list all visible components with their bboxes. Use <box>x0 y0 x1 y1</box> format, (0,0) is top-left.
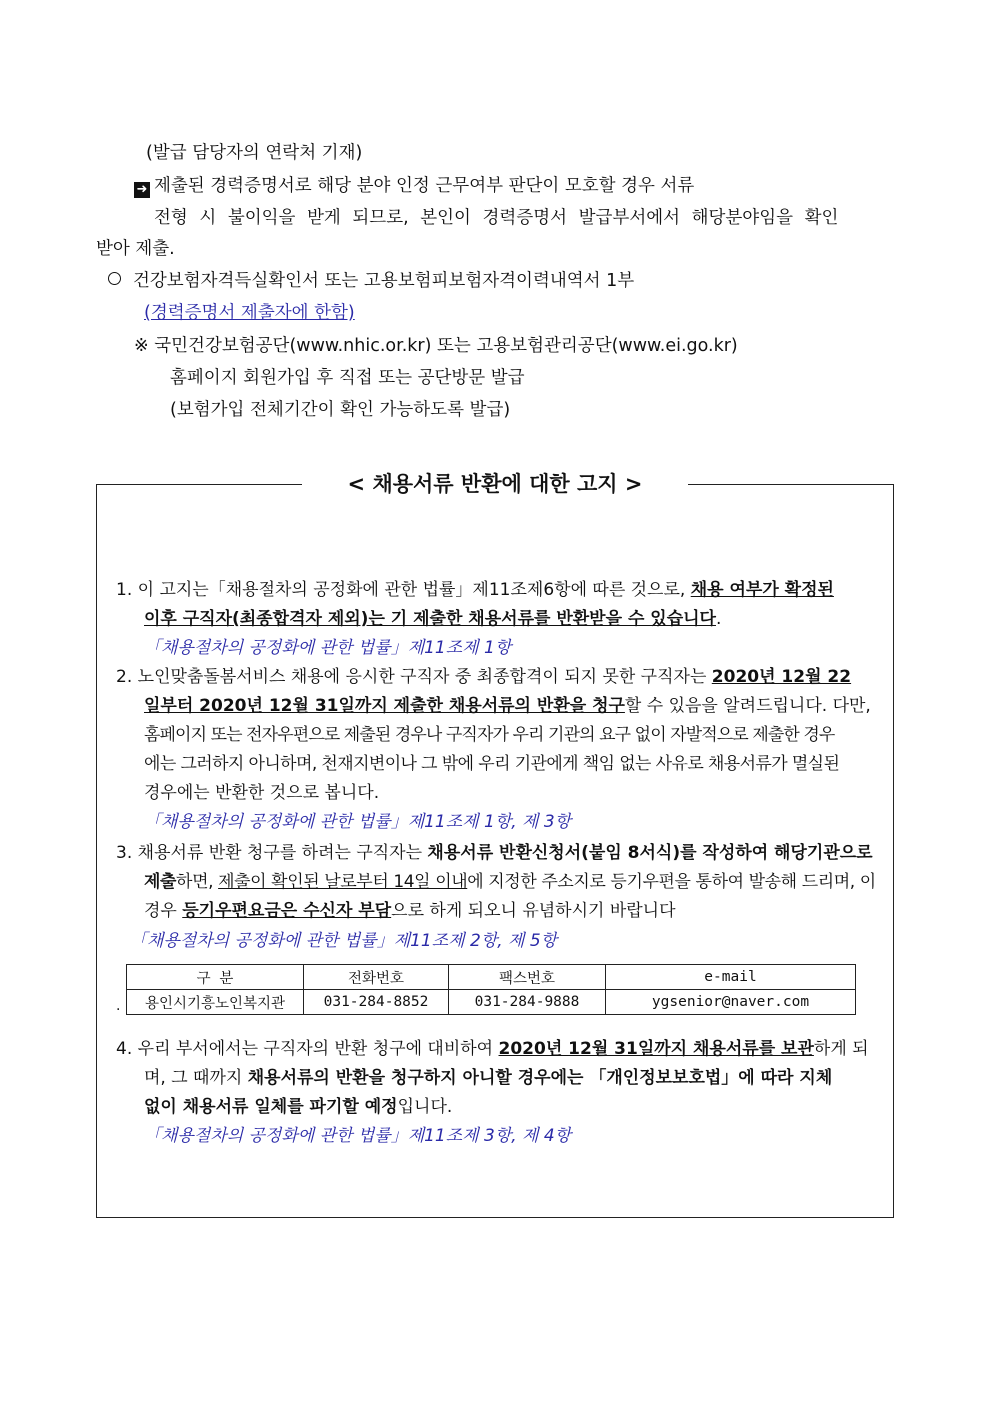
notice-item-4-line-3: 없이 채용서류 일체를 파기할 예정입니다. <box>144 1097 453 1117</box>
notice-item-2-line-2: 일부터 2020년 12월 31일까지 제출한 채용서류의 반환을 청구할 수 있음을 알려드립니다. 다만, <box>144 696 871 716</box>
career-note-line-2: 전형 시 불이익을 받게 되므로, 본인이 경력증명서 발급부서에서 해당분야임을 확인 <box>154 208 839 228</box>
notice-item-2: 2. 노인맞춤돌봄서비스 채용에 응시한 구직자 중 최종합격이 되지 못한 구직자는 2020년 12월 22 <box>116 667 852 687</box>
notice-item-1-citation: 「채용절차의 공정화에 관한 법률」제11조제 1항 <box>144 638 512 658</box>
arrow-right-icon: ➜ <box>134 182 150 198</box>
notice-item-4-line-2: 며, 그 때까지 채용서류의 반환을 청구하지 아니할 경우에는 「개인정보보호법」에 따라 지체 <box>144 1068 833 1088</box>
notice-item-4-citation: 「채용절차의 공정화에 관한 법률」제11조제 3항, 제 4항 <box>144 1126 572 1146</box>
table-row <box>127 990 856 1015</box>
notice-item-3-line-3: 경우 등기우편요금은 수신자 부담으로 하게 되오니 유념하시기 바랍니다 <box>144 901 676 921</box>
insurance-doc-item: 건강보험자격득실확인서 또는 고용보험피보험자격이력내역서 1부 <box>108 270 634 292</box>
table-cell-org: 용인시기흥노인복지관 <box>127 990 304 1015</box>
notice-item-3: 3. 채용서류 반환 청구를 하려는 구직자는 채용서류 반환신청서(붙임 8서식)를 작성하여 해당기관으로 <box>116 843 873 863</box>
table-header-cell: 팩스번호 <box>449 965 606 990</box>
insurance-issue-period: (보험가입 전체기간이 확인 가능하도록 발급) <box>170 400 511 420</box>
table-cell-fax: 031-284-9888 <box>449 990 606 1015</box>
contact-table <box>126 964 856 1015</box>
table-header-cell: 구 분 <box>127 965 304 990</box>
insurance-issuer-note: ※ 국민건강보험공단(www.nhic.or.kr) 또는 고용보험관리공단(www.ei.go.kr) <box>134 336 738 356</box>
notice-title: < 채용서류 반환에 대한 고지 > <box>302 468 688 500</box>
circle-bullet-icon <box>108 272 121 285</box>
notice-item-1: 1. 이 고지는「채용절차의 공정화에 관한 법률」제11조제6항에 따른 것으로, 채용 여부가 확정된 <box>116 580 834 600</box>
notice-item-2-line-5: 경우에는 반환한 것으로 봅니다. <box>144 783 380 803</box>
notice-item-2-line-3: 홈페이지 또는 전자우편으로 제출된 경우나 구직자가 우리 기관의 요구 없이 자발적으로 제출한 경우 <box>144 725 835 745</box>
insurance-issue-method: 홈페이지 회원가입 후 직접 또는 공단방문 발급 <box>170 368 525 388</box>
table-header-cell: e-mail <box>606 965 856 990</box>
table-dot: . <box>116 998 121 1014</box>
notice-item-2-citation: 「채용절차의 공정화에 관한 법률」제11조제 1항, 제 3항 <box>144 812 572 832</box>
notice-item-1-cont: 이후 구직자(최종합격자 제외)는 기 제출한 채용서류를 반환받을 수 있습니다. <box>144 609 722 629</box>
table-cell-phone: 031-284-8852 <box>304 990 449 1015</box>
table-cell-email[interactable]: ygsenior@naver.com <box>606 990 856 1015</box>
notice-item-3-citation: 「채용절차의 공정화에 관한 법률」제11조제 2항, 제 5항 <box>130 931 558 951</box>
table-header-row <box>127 965 856 990</box>
insurance-doc-condition[interactable]: (경력증명서 제출자에 한함) <box>144 303 355 323</box>
table-header-cell: 전화번호 <box>304 965 449 990</box>
career-note-line-3: 받아 제출. <box>96 239 175 259</box>
notice-item-3-line-2: 제출하면, 제출이 확인된 날로부터 14일 이내에 지정한 주소지로 등기우편을 통하여 발송해 드리며, 이 <box>144 872 876 892</box>
contact-note: (발급 담당자의 연락처 기재) <box>146 143 363 163</box>
career-note-line: ➜ 제출된 경력증명서로 해당 분야 인정 근무여부 판단이 모호할 경우 서류 <box>134 175 694 198</box>
notice-item-2-line-4: 에는 그러하지 아니하며, 천재지변이나 그 밖에 우리 기관에게 책임 없는 사유로 채용서류가 멸실된 <box>144 754 840 774</box>
notice-item-4: 4. 우리 부서에서는 구직자의 반환 청구에 대비하여 2020년 12월 31일까지 채용서류를 보관하게 되 <box>116 1039 869 1059</box>
